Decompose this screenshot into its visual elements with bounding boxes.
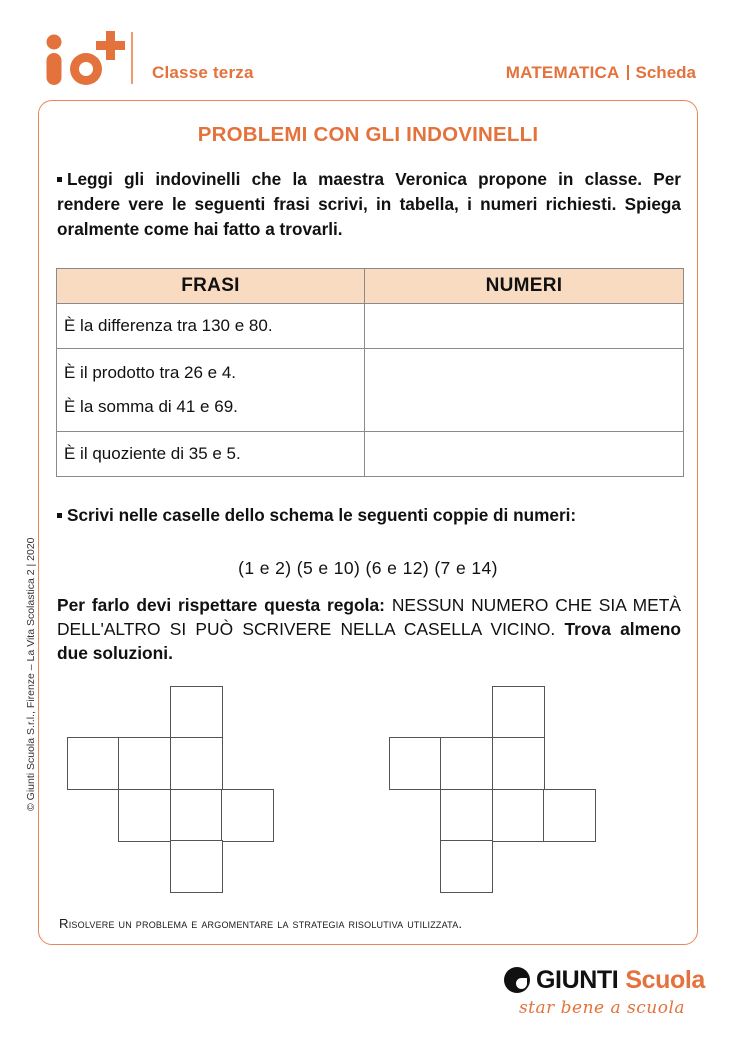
rule-tail-text: Trova almeno due soluzioni. [57,619,681,664]
giunti-scuola-logo [504,965,705,1027]
table-cell-frase-line: È il prodotto tra 26 e 4. [64,363,236,382]
bullet-square-icon [57,513,62,518]
rule-lead-text: Per farlo devi rispettare questa regola: [57,595,385,615]
header-sheet-type-label: Scheda [635,63,696,82]
number-pairs-list: (1 e 2) (5 e 10) (6 e 12) (7 e 14) [238,558,498,578]
rule-caps-text: NESSUN NUMERO CHE SIA METÀ DELL'ALTRO SI PUÒ SCRIVERE NELLA CASELLA VICINO. [57,595,681,640]
table-header-row [57,269,684,304]
schema-cell[interactable] [221,789,274,842]
worksheet-card [38,100,698,945]
schema-cell[interactable] [118,737,171,790]
header-subject-group [506,63,696,83]
schema-cell[interactable] [170,737,223,790]
schema-cell[interactable] [118,789,171,842]
table-header-numeri: NUMERI [365,269,684,304]
second-instruction-text: Scrivi nelle caselle dello schema le seguenti coppie di numeri: [67,505,577,525]
schema-cell[interactable] [170,686,223,739]
frasi-numeri-table [56,268,684,477]
schema-cell[interactable] [492,737,545,790]
schema-grids-container [39,686,697,901]
schema-cell[interactable] [492,789,545,842]
table-row [57,304,684,349]
header-divider [131,32,133,84]
schema-cell[interactable] [67,737,120,790]
table-cell-numero-input[interactable] [365,349,684,432]
scuola-name: Scuola [625,965,705,994]
intro-instruction-text: Leggi gli indovinelli che la maestra Veronica propone in classe. Per rendere vere le seguenti frasi scrivi, in tabella, i numeri richiesti. Spiega oralmente come hai fatto a trovarli. [57,169,681,239]
intro-instruction [57,167,681,242]
schema-grid-left [67,686,279,898]
table-cell-frase: È la differenza tra 130 e 80. [57,304,365,349]
rule-paragraph [57,593,681,665]
second-instruction [57,503,681,527]
schema-cell[interactable] [440,789,493,842]
copyright-notice: © Giunti Scuola S.r.l., Firenze – La Vita Scolastica 2 | 2020 [25,537,37,811]
header-subject-label: MATEMATICA [505,63,620,82]
table-row [57,349,684,432]
table-cell-frase-line: È la somma di 41 e 69. [64,397,238,416]
page-title: PROBLEMI CON GLI INDOVINELLI [197,123,539,146]
schema-cell[interactable] [492,686,545,739]
schema-cell[interactable] [440,840,493,893]
io-plus-logo [40,28,132,86]
schema-cell[interactable] [440,737,493,790]
schema-cell[interactable] [389,737,442,790]
schema-cell[interactable] [170,789,223,842]
table-cell-frase: È il quoziente di 35 e 5. [57,432,365,477]
table-cell-numero-input[interactable] [365,304,684,349]
table-header-frasi: FRASI [57,269,365,304]
bullet-square-icon [57,177,62,182]
brand-tagline: star bene a scuola [518,998,686,1018]
giunti-g-icon [504,967,530,993]
giunti-wordmark-row [504,965,705,995]
schema-cell[interactable] [543,789,596,842]
header-pipe-divider [627,65,629,80]
giunti-name: GIUNTI [536,965,619,994]
learning-objective: Risolvere un problema e argomentare la strategia risolutiva utilizzata. [59,916,463,931]
table-cell-frase-double [57,349,365,432]
schema-grid-right [389,686,601,898]
header-class-label: Classe terza [152,63,254,82]
table-cell-numero-input[interactable] [365,432,684,477]
page-header [0,0,744,98]
table-row [57,432,684,477]
schema-cell[interactable] [170,840,223,893]
